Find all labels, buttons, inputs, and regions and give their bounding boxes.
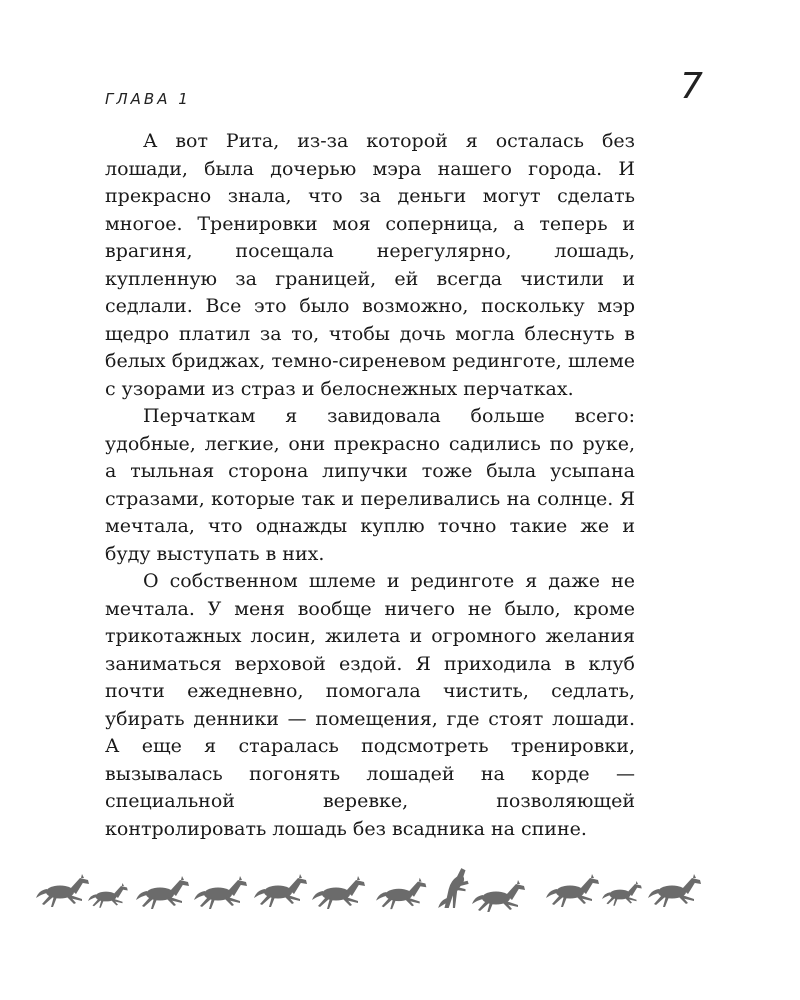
running-horses-icon bbox=[36, 866, 716, 912]
paragraph-1: А вот Рита, из-за которой я осталась без лошади, была дочерью мэра нашего города. И прекрасно знала, что за деньги могут сделать многое. Тренировки моя соперница, а теперь и врагиня, посещала нерегулярно, лошадь, купленную за границей, ей всегда чистили и седлали. Все это было возможно, поскольку мэр щедро платил за то, чтобы дочь могла блеснуть в белых бриджах, темно-сиреневом рединготе, шлеме с узорами из страз и белоснежных перчатках. bbox=[105, 130, 635, 400]
page-number: 7 bbox=[680, 66, 703, 107]
chapter-header: ГЛАВА 1 bbox=[105, 90, 191, 108]
body-text bbox=[105, 128, 635, 843]
paragraph-2: Перчаткам я завидовала больше всего: удобные, легкие, они прекрасно садились по руке, а тыльная сторона липучки тоже была усыпана стразами, которые так и переливались на солнце. Я мечтала, что однажды куплю точно такие же и буду выступать в них. bbox=[105, 405, 635, 565]
horse-silhouettes bbox=[36, 868, 701, 912]
paragraph-3: О собственном шлеме и рединготе я даже не мечтала. У меня вообще ничего не было, кроме трикотажных лосин, жилета и огромного желания заниматься верховой ездой. Я приходила в клуб почти ежедневно, помогала чистить, седлать, убирать денники — помещения, где стоят лошади. А еще я старалась подсмотреть тренировки, вызывалась погонять лошадей на корде — специальной веревке, позволяющей контролировать лошадь без всадника на спине. bbox=[105, 570, 635, 840]
